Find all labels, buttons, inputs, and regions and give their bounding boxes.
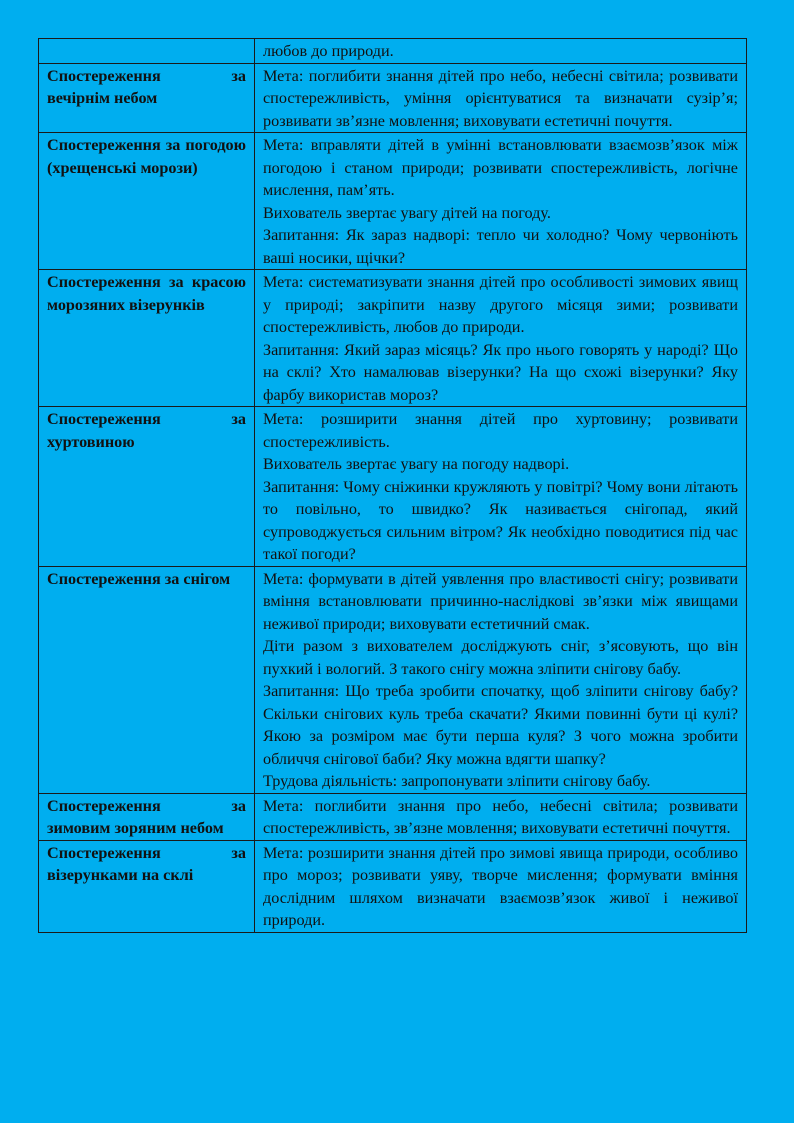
topic-cell: Спостереження за візерунками на склі (39, 840, 255, 932)
description-paragraph: Запитання: Що треба зробити спочатку, щоб зліпити снігову бабу? Скільки снігових куль треба скачати? Якими повинні бути ці кулі? Якою за розміром має бути перша куля? З чого можна зробити обличчя снігової баби? Яку можна вдягти шапку? (263, 682, 738, 768)
description-paragraph: Запитання: Чому сніжинки кружляють у повітрі? Чому вони літають то повільно, то швидко? Як називається снігопад, який супроводжується сильним вітром? Як необхідно поводитися під час такої погоди? (263, 477, 738, 563)
description-paragraph: Мета: розширити знання дітей про хуртовину; розвивати спостережливість. (263, 410, 738, 451)
description-paragraph: Вихователь звертає увагу на погоду надворі. (263, 455, 570, 473)
topic-cell: Спостереження за зимовим зоряним небом (39, 793, 255, 840)
topic-cell: Спостереження за хуртовиною (39, 407, 255, 567)
table-row (39, 63, 747, 133)
table-row (39, 407, 747, 567)
description-cell (255, 407, 747, 567)
description-paragraph: Запитання: Який зараз місяць? Як про нього говорять у народі? Що на склі? Хто намалював візерунки? На що схожі візерунки? Яку фарбу використав мороз? (263, 340, 738, 404)
description-cell (255, 39, 747, 64)
description-cell (255, 133, 747, 270)
description-paragraph: Мета: поглибити знання дітей про небо, небесні світила; розвивати спостережливість, уміння орієнтуватися та визначати сузір’я; розвивати зв’язне мовлення; виховувати естетичні почуття. (263, 66, 738, 130)
table-row (39, 840, 747, 932)
description-paragraph: любов до природи. (263, 42, 394, 60)
description-cell (255, 840, 747, 932)
description-paragraph: Мета: формувати в дітей уявлення про властивості снігу; розвивати вміння встановлювати причинно-наслідкові зв’язки між явищами неживої природи; виховувати естетичний смак. (263, 569, 738, 633)
description-paragraph: Вихователь звертає увагу дітей на погоду. (263, 203, 551, 222)
description-cell (255, 63, 747, 133)
topic-cell (39, 39, 255, 64)
description-cell (255, 793, 747, 840)
table-row (39, 270, 747, 407)
description-paragraph: Трудова діяльність: запропонувати зліпити снігову бабу. (263, 772, 651, 790)
description-cell (255, 270, 747, 407)
table-row (39, 566, 747, 793)
observation-table (38, 38, 747, 933)
table-row (39, 39, 747, 64)
description-paragraph: Мета: поглибити знання про небо, небесні світила; розвивати спостережливість, зв’язне мовлення; виховувати естетичні почуття. (263, 796, 738, 837)
description-paragraph: Діти разом з вихователем досліджують сніг, з’ясовують, що він пухкий і вологий. З такого снігу можна зліпити снігову бабу. (263, 637, 738, 678)
topic-cell: Спостереження за красою морозяних візерунків (39, 270, 255, 407)
table-row (39, 133, 747, 270)
description-paragraph: Мета: розширити знання дітей про зимові явища природи, особливо про мороз; розвивати уяву, творче мислення; формувати вміння дослідним шляхом визначати взаємозв’язок живої і неживої природи. (263, 843, 738, 929)
table-body (39, 39, 747, 933)
description-cell (255, 566, 747, 793)
description-paragraph: Мета: систематизувати знання дітей про особливості зимових явищ у природі; закріпити назву другого місяця зими; розвивати спостережливість, любов до природи. (263, 273, 738, 336)
topic-cell: Спостереження за вечірнім небом (39, 63, 255, 133)
description-paragraph: Мета: вправляти дітей в умінні встановлювати взаємозв’язок між погодою і станом природи; розвивати спостережливість, логічне мислення, пам’ять. (263, 136, 738, 199)
topic-cell: Спостереження за погодою (хрещенські морози) (39, 133, 255, 270)
description-paragraph: Запитання: Як зараз надворі: тепло чи холодно? Чому червоніють ваші носики, щічки? (263, 226, 738, 267)
table-row (39, 793, 747, 840)
topic-cell: Спостереження за снігом (39, 566, 255, 793)
